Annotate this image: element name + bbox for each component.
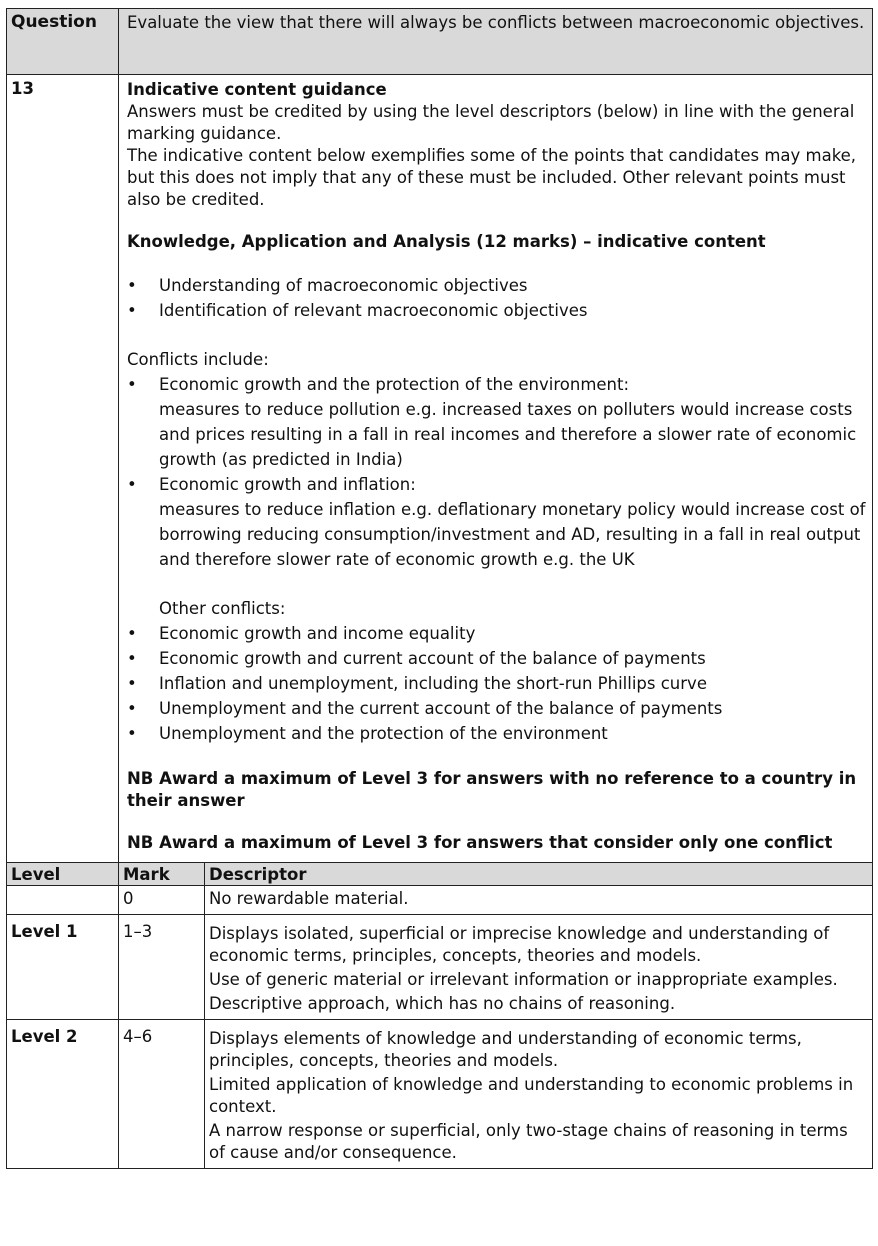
list-item: • Understanding of macroeconomic objectives [127,273,872,298]
question-header-row [7,9,873,75]
level-descriptor [205,1020,873,1169]
mark-range: 1–3 [119,915,205,1020]
descriptor-line: Displays elements of knowledge and understanding of economic terms, principles, concepts, theories and models. [209,1029,802,1070]
level-descriptor-table [6,862,873,1169]
level-name: Level 2 [7,1020,119,1169]
descriptor-line: Displays isolated, superficial or imprecise knowledge and understanding of economic terms, principles, concepts, theories and models. [209,924,830,965]
other-conflicts-list [127,621,872,746]
mark-scheme-sheet [6,8,872,1169]
level-name: Level 1 [7,915,119,1020]
level-descriptor [205,915,873,1020]
conflict-item-growth-inflation [127,472,872,572]
list-item: • Inflation and unemployment, including the short-run Phillips curve [127,671,872,696]
table-row [7,1020,873,1169]
guidance-heading: Indicative content guidance [127,80,387,99]
conflict-item-growth-environment [127,372,872,472]
nb-note-one-conflict: NB Award a maximum of Level 3 for answers that consider only one conflict [127,833,833,852]
other-conflicts-heading: Other conflicts: [159,599,286,618]
intro-bullet-list [127,273,872,323]
conflict-detail: measures to reduce pollution e.g. increased taxes on polluters would increase costs and prices resulting in a fall in real incomes and therefore a slower rate of economic growth (as predicted in India) [159,400,857,469]
descriptor-column-header: Descriptor [205,863,873,886]
indicative-content [119,75,873,863]
descriptor-line: A narrow response or superficial, only two-stage chains of reasoning in terms of cause and/or consequence. [209,1121,848,1162]
guidance-para-2: The indicative content below exemplifies some of the points that candidates may make, but this does not imply that any of these must be included. Other relevant points must also be credited. [127,146,857,209]
question-label: Question [7,9,119,75]
question-table [6,8,873,863]
question-number: 13 [7,75,119,863]
level-column-header: Level [7,863,119,886]
conflicts-list [127,372,872,572]
list-item: • Unemployment and the protection of the environment [127,721,872,746]
descriptor-line: Limited application of knowledge and understanding to economic problems in context. [209,1075,854,1116]
level-name [7,886,119,915]
guidance-para-1: Answers must be credited by using the level descriptors (below) in line with the general marking guidance. [127,102,855,143]
kaa-heading: Knowledge, Application and Analysis (12 marks) – indicative content [127,232,766,251]
conflict-title: Economic growth and inflation: [159,475,416,494]
level-descriptor [205,886,873,915]
conflict-title: Economic growth and the protection of the environment: [159,375,630,394]
table-row [7,915,873,1020]
nb-note-country: NB Award a maximum of Level 3 for answers with no reference to a country in their answer [127,769,857,810]
descriptor-line: Use of generic material or irrelevant information or inappropriate examples. [209,970,838,989]
mark-range: 4–6 [119,1020,205,1169]
descriptor-line: No rewardable material. [209,889,409,908]
mark-column-header: Mark [119,863,205,886]
list-item: • Economic growth and income equality [127,621,872,646]
descriptor-line: Descriptive approach, which has no chains of reasoning. [209,994,676,1013]
table-row [7,886,873,915]
conflicts-intro: Conflicts include: [127,350,269,369]
level-header-row [7,863,873,886]
conflict-detail: measures to reduce inflation e.g. deflationary monetary policy would increase cost of borrowing reducing consumption/investment and AD, resulting in a fall in real output and therefore slower rate of economic growth e.g. the UK [159,500,866,569]
question-text: Evaluate the view that there will always be conflicts between macroeconomic objectives. [119,9,873,75]
list-item: • Unemployment and the current account of the balance of payments [127,696,872,721]
mark-range: 0 [119,886,205,915]
list-item: • Economic growth and current account of the balance of payments [127,646,872,671]
question-content-row [7,75,873,863]
list-item: • Identification of relevant macroeconomic objectives [127,298,872,323]
